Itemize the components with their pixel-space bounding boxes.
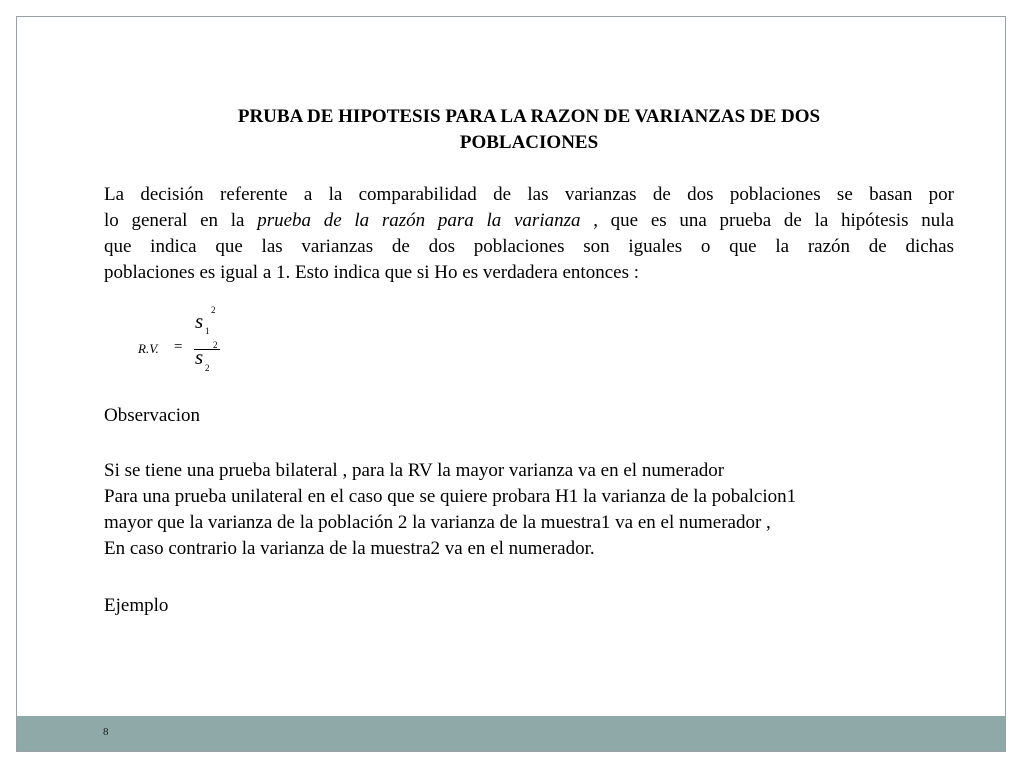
example-heading: Ejemplo <box>104 595 169 616</box>
intro-line-1: La decisión referente a la comparabilidad de las varianzas de dos poblaciones se basan por <box>104 184 954 205</box>
formula-equals: = <box>174 339 183 355</box>
formula-denominator-sub: 2 <box>205 363 210 373</box>
observation-line-1: Si se tiene una prueba bilateral , para la RV la mayor varianza va en el numerador <box>104 460 725 481</box>
formula-numerator-sub: 1 <box>205 326 210 336</box>
formula-lhs: R.V. <box>138 341 159 356</box>
observation-line-2: Para una prueba unilateral en el caso que se quiere probara H1 la varianza de la pobalcion1 <box>104 486 797 507</box>
intro-line-2-pre: lo general en la <box>104 210 258 231</box>
variance-ratio-formula <box>138 305 258 375</box>
intro-line-4: poblaciones es igual a 1. Esto indica que si Ho es verdadera entonces : <box>104 262 639 283</box>
intro-line-3: que indica que las varianzas de dos poblaciones son iguales o que la razón de dichas <box>104 236 954 257</box>
footer-bar <box>17 716 1005 751</box>
observation-line-4: En caso contrario la varianza de la muestra2 va en el numerador. <box>104 538 595 559</box>
page-number: 8 <box>103 726 109 738</box>
slide-title <box>104 104 954 156</box>
title-line-2: POBLACIONES <box>459 132 599 153</box>
observation-heading: Observacion <box>104 405 201 426</box>
formula-numerator-var: s <box>195 309 204 333</box>
observation-body <box>104 458 954 562</box>
formula-denominator-var: s <box>195 345 204 369</box>
formula-denominator-sup: 2 <box>213 340 218 350</box>
intro-line-2-italic: prueba de la razón para la varianza <box>257 210 581 231</box>
observation-line-3: mayor que la varianza de la población 2 la varianza de la muestra1 va en el numerador , <box>104 512 771 533</box>
intro-line-2 <box>104 208 954 234</box>
intro-line-2-post: , que es una prueba de la hipótesis nula <box>580 210 954 231</box>
intro-paragraph <box>104 182 954 286</box>
formula-numerator-sup: 2 <box>211 305 216 315</box>
title-line-1: PRUBA DE HIPOTESIS PARA LA RAZON DE VARIANZAS DE DOS <box>237 106 821 127</box>
